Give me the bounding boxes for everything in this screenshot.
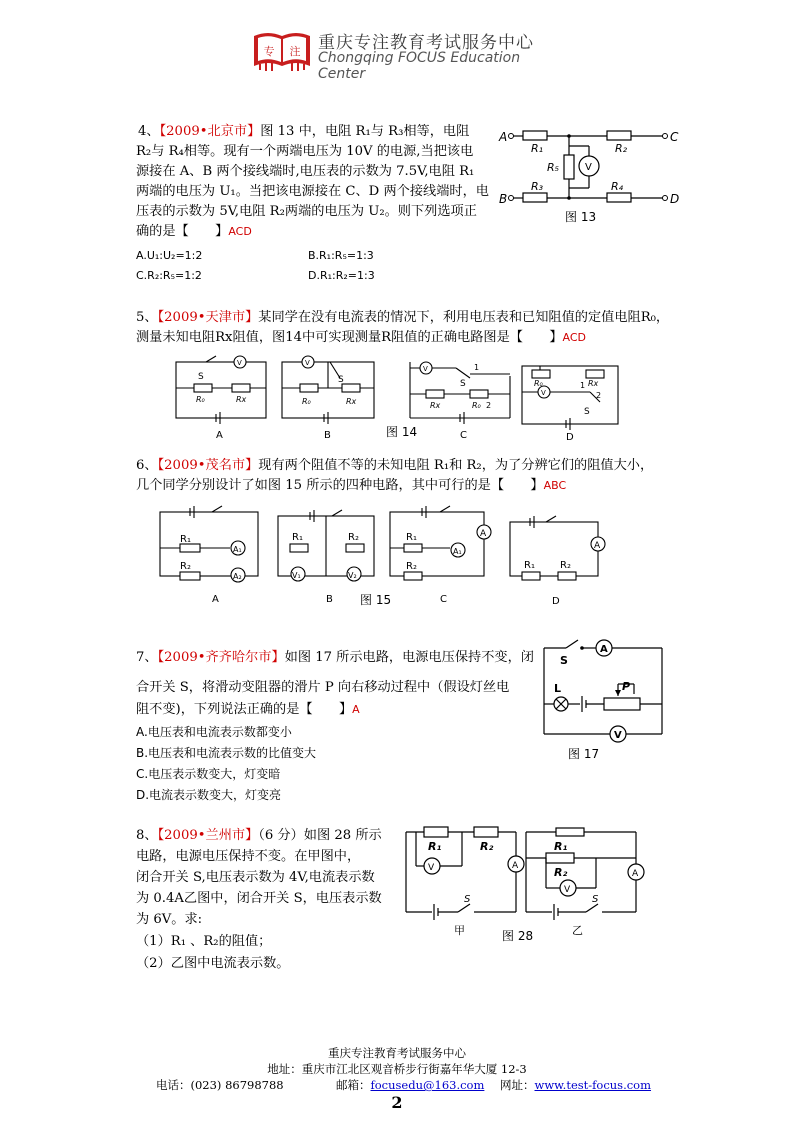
- fig13-label-r2: R₂: [615, 142, 628, 155]
- q7-number: 7、: [136, 650, 158, 665]
- fig17-l: L: [554, 682, 562, 695]
- fig17-caption: 图 17: [568, 747, 600, 761]
- logo-text-right: 注: [289, 45, 301, 58]
- q5-number: 5、: [136, 310, 158, 325]
- fig14-label-d: D: [566, 432, 574, 443]
- fig28-yi-v: V: [564, 885, 571, 895]
- fig13-label-a: A: [499, 130, 508, 144]
- q4-answer: ACD: [228, 225, 252, 238]
- header: [250, 26, 560, 82]
- q5-tag: 【2009•天津市】: [157, 310, 259, 325]
- fig13-label-r5: R₅: [547, 161, 560, 174]
- q4-line-3: 两端的电压为 U₁。当把该电源接在 C、D 两个接线端时，电: [136, 184, 489, 199]
- q7-line-1: 如图 17 所示电路，电源电压保持不变，闭: [284, 650, 534, 665]
- figure-28-circuits: [396, 822, 666, 948]
- fig14b-rx: Rx: [346, 397, 357, 406]
- q7-line-2: 合开关 S，将滑动变阻器的滑片 P 向右移动过程中（假设灯丝电: [136, 680, 510, 695]
- figure-14-circuits: [170, 352, 650, 444]
- q8-line-4: 为 6V。求:: [136, 912, 203, 927]
- fig14b-v: V: [305, 359, 310, 367]
- fig15c-r2: R₂: [406, 561, 417, 572]
- q4-tag: 【2009•北京市】: [159, 124, 261, 139]
- q6-tag: 【2009•茂名市】: [157, 458, 259, 473]
- fig15d-r2: R₂: [560, 560, 571, 571]
- fig14b-s: S: [338, 375, 344, 385]
- footer-center: 重庆专注教育考试服务中心: [328, 1046, 466, 1060]
- fig14-label-c: C: [460, 430, 467, 441]
- fig14c-r0: R₀: [472, 401, 481, 410]
- q6-answer: ABC: [543, 479, 567, 492]
- fig15d-a: A: [594, 541, 601, 551]
- q4-line-4: 压表的示数为 5V,电阻 R₂两端的电压为 U₂。则下列选项正: [136, 204, 477, 219]
- fig15b-r1: R₁: [292, 532, 303, 543]
- q6-number: 6、: [136, 458, 158, 473]
- header-title-cn: 重庆专注教育考试服务中心: [318, 33, 534, 53]
- fig14-label-b: B: [324, 430, 331, 441]
- fig15a-r1: R₁: [180, 534, 191, 545]
- fig14a-rx: Rx: [236, 395, 247, 404]
- fig15-label-c: C: [440, 594, 447, 605]
- q8-tag: 【2009•兰州市】: [157, 828, 259, 843]
- q7-option-c: C.电压表示数变大，灯变暗: [136, 767, 281, 781]
- q8-number: 8、: [136, 828, 158, 843]
- q8-line-1: 电路，电源电压保持不变。在甲图中，: [136, 849, 361, 864]
- fig17-p: P: [622, 680, 631, 693]
- fig28-jia-v: V: [428, 863, 435, 873]
- fig15a-a2: A₂: [233, 572, 242, 581]
- footer-phone: 电话：(023) 86798788: [156, 1078, 284, 1092]
- q4-line-1: R₂与 R₄相等。现有一个两端电压为 10V 的电源,当把该电: [136, 144, 474, 159]
- fig14d-v: V: [541, 389, 546, 397]
- q8-line-3: 为 0.4A乙图中，闭合开关 S，电压表示数: [136, 891, 382, 906]
- fig15a-a1: A₁: [233, 545, 242, 554]
- fig14c-1: 1: [474, 363, 480, 372]
- fig13-label-r3: R₃: [531, 180, 544, 193]
- fig15c-a1: A₁: [453, 547, 462, 556]
- fig14a-v: V: [237, 359, 242, 367]
- fig15-label-a: A: [212, 594, 219, 605]
- fig28-caption: 图 28: [502, 929, 534, 943]
- fig13-label-r1: R₁: [531, 142, 544, 155]
- q7-tag: 【2009•齐齐哈尔市】: [157, 650, 285, 665]
- fig28-jia-a: A: [512, 861, 519, 871]
- q5-line-1: 某同学在没有电流表的情况下，利用电压表和已知阻值的定值电阻R₀，: [258, 310, 670, 325]
- logo-book-icon: [250, 26, 314, 72]
- fig14c-rx: Rx: [430, 401, 441, 410]
- figure-13-circuit: [495, 118, 685, 230]
- q8-line-0: （6 分）如图 28 所示: [258, 828, 382, 843]
- fig14b-r0: R₀: [302, 397, 311, 406]
- fig28-jia-s: S: [464, 894, 471, 905]
- fig13-voltmeter: V: [585, 162, 592, 173]
- q4-option-a: A.U₁:U₂=1:2: [136, 249, 203, 262]
- header-title-en: Chongqing FOCUS Education Center: [318, 50, 521, 82]
- q7-option-d: D.电流表示数变大，灯变亮: [136, 788, 282, 802]
- q4-line-2: 源接在 A、B 两个接线端时,电压表的示数为 7.5V,电阻 R₁: [136, 164, 475, 179]
- fig14d-s: S: [584, 407, 590, 417]
- fig17-a: A: [600, 644, 608, 655]
- fig13-label-c: C: [670, 130, 679, 144]
- fig28-jia-label: 甲: [454, 924, 465, 937]
- fig15c-r1: R₁: [406, 532, 417, 543]
- fig28-jia-r1: R₁: [428, 840, 442, 853]
- fig13-label-d: D: [670, 192, 680, 206]
- fig28-yi-label: 乙: [572, 924, 583, 937]
- fig14d-2: 2: [596, 391, 602, 400]
- q7-option-a: A.电压表和电流表示数都变小: [136, 725, 292, 739]
- fig28-yi-r2: R₂: [554, 866, 568, 879]
- fig15b-v1: V₁: [292, 571, 301, 580]
- fig14c-s: S: [460, 379, 466, 389]
- q6-line-2: 几个同学分别设计了如图 15 所示的四种电路，其中可行的是【 】: [136, 478, 544, 493]
- fig13-label-b: B: [499, 192, 508, 206]
- q7-answer: A: [352, 703, 360, 716]
- fig15d-r1: R₁: [524, 560, 535, 571]
- q8-line-6: （2）乙图中电流表示数。: [136, 956, 290, 971]
- q4-line-0: 图 13 中，电阻 R₁与 R₃相等，电阻: [260, 124, 470, 139]
- fig13-caption: 图 13: [565, 210, 597, 224]
- q5-answer: ACD: [562, 331, 586, 344]
- fig14-label-a: A: [216, 430, 223, 441]
- q4-option-c: C.R₂:R₅=1:2: [136, 269, 202, 282]
- q8-line-2: 闭合开关 S,电压表示数为 4V,电流表示数: [136, 870, 375, 885]
- fig14d-1: 1: [580, 381, 586, 390]
- q4-last-line: 确的是【 】: [136, 224, 229, 239]
- fig28-yi-r1: R₁: [554, 840, 568, 853]
- footer-email-link[interactable]: focusedu@163.com: [370, 1078, 485, 1092]
- footer-web-link[interactable]: www.test-focus.com: [534, 1078, 652, 1092]
- fig15a-r2: R₂: [180, 561, 191, 572]
- fig17-s: S: [560, 654, 568, 667]
- fig15-label-d: D: [552, 596, 560, 607]
- fig28-yi-a: A: [632, 869, 639, 879]
- fig15b-r2: R₂: [348, 532, 359, 543]
- q4-number: 4、: [138, 124, 160, 139]
- logo-text-left: 专: [263, 45, 275, 58]
- fig17-v: V: [614, 730, 622, 741]
- q7-line-3: 阻不变)，下列说法正确的是【 】: [136, 702, 353, 717]
- fig14c-2: 2: [486, 401, 492, 410]
- figure-15-circuits: [150, 500, 620, 612]
- fig28-jia-r2: R₂: [480, 840, 494, 853]
- fig14c-v: V: [423, 365, 428, 373]
- q4-option-b: B.R₁:R₅=1:3: [308, 249, 374, 262]
- footer-address: 地址：重庆市江北区观音桥步行街嘉年华大厦 12-3: [267, 1062, 527, 1076]
- fig28-yi-s: S: [592, 894, 599, 905]
- fig15-label-b: B: [326, 594, 333, 605]
- fig14a-r0: R₀: [196, 395, 205, 404]
- footer-email-label: 邮箱：: [336, 1078, 371, 1092]
- fig15c-a: A: [480, 529, 487, 539]
- fig14d-rx: Rx: [588, 379, 599, 388]
- fig13-label-r4: R₄: [611, 180, 624, 193]
- fig14d-r0: R₀: [534, 379, 543, 388]
- q7-option-b: B.电压表和电流表示数的比值变大: [136, 746, 317, 760]
- q5-line-2: 测量未知电阻Rx阻值，图14中可实现测量R阻值的正确电路图是【 】: [136, 330, 563, 345]
- page-number: 2: [391, 1093, 403, 1112]
- fig14a-s: S: [198, 372, 204, 382]
- fig14-caption: 图 14: [386, 425, 418, 439]
- q8-line-5: （1）R₁ 、R₂的阻值；: [136, 934, 272, 949]
- figure-17-circuit: [538, 634, 688, 766]
- q4-option-d: D.R₁:R₂=1:3: [308, 269, 375, 282]
- q6-line-1: 现有两个阻值不等的未知电阻 R₁和 R₂，为了分辨它们的阻值大小，: [258, 458, 654, 473]
- fig15-caption: 图 15: [360, 593, 392, 607]
- fig15b-v2: V₂: [348, 571, 357, 580]
- footer-web-label: 网址：: [500, 1078, 535, 1092]
